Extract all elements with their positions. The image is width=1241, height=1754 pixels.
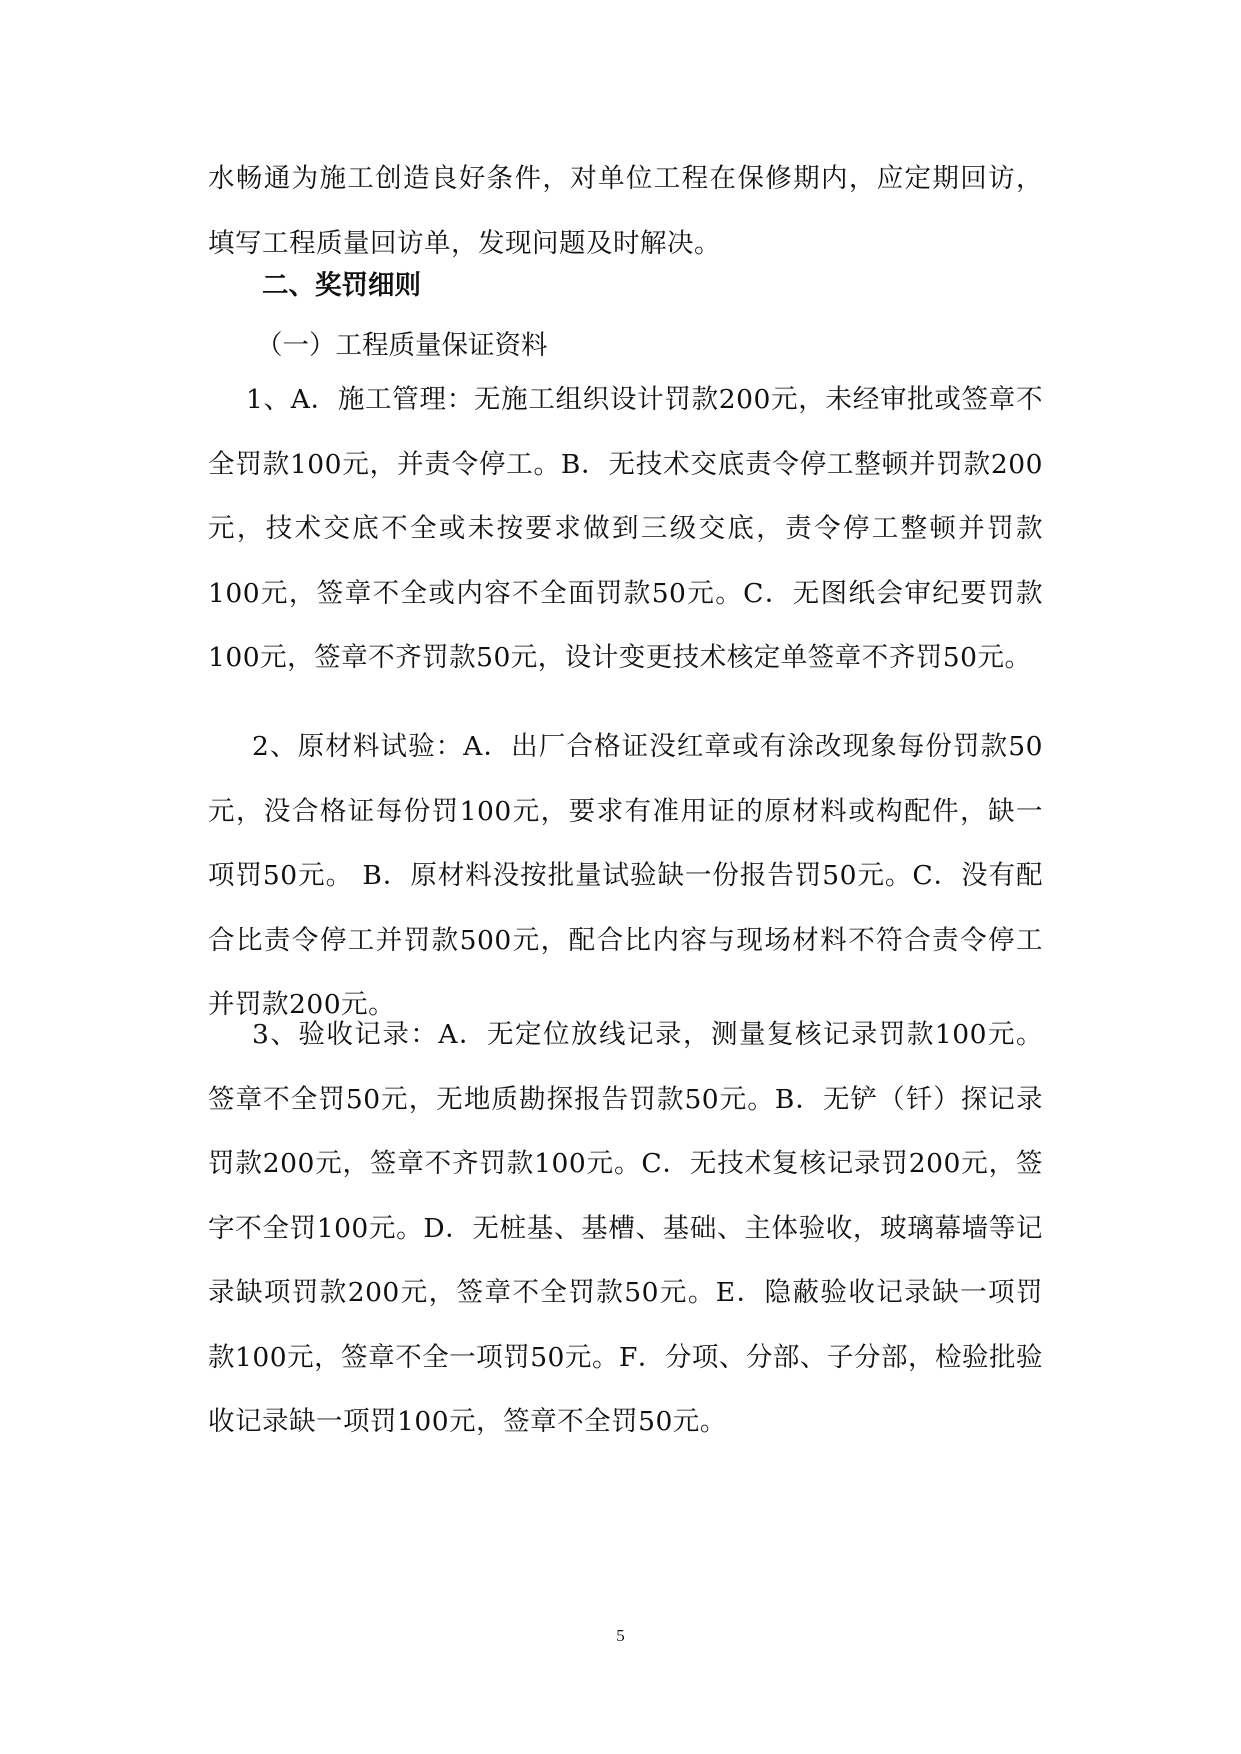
item-3-paragraph xyxy=(208,1003,1043,1455)
subsection-heading: （一）工程质量保证资料 xyxy=(256,330,548,361)
page-number: 5 xyxy=(616,1626,625,1645)
item-2-text: 2、原材料试验：A．出厂合格证没红章或有涂改现象每份罚款50元，没合格证每份罚100元，要求有准用证的原材料或构配件，缺一项罚50元。 B．原材料没按批量试验缺一份报告罚50元。C．没有配合比责令停工并罚款500元，配合比内容与现场材料不符合责令停工并罚款200元。 xyxy=(208,731,1043,1020)
item-1-text: 1、A．施工管理：无施工组织设计罚款200元，未经审批或签章不全罚款100元，并责令停工。B．无技术交底责令停工整顿并罚款200元，技术交底不全或未按要求做到三级交底，责令停工整顿并罚款100元，签章不全或内容不全面罚款50元。C．无图纸会审纪要罚款100元，签章不齐罚款50元，设计变更技术核定单签章不齐罚50元。 xyxy=(208,384,1043,673)
item-1-paragraph xyxy=(208,368,1043,691)
continuation-paragraph xyxy=(208,147,1043,276)
item-2-paragraph xyxy=(208,715,1043,1038)
section-heading: 二、奖罚细则 xyxy=(262,270,421,301)
continuation-text: 水畅通为施工创造良好条件，对单位工程在保修期内，应定期回访，填写工程质量回访单，发现问题及时解决。 xyxy=(208,163,1043,259)
item-3-text: 3、验收记录：A．无定位放线记录，测量复核记录罚款100元。签章不全罚50元，无地质勘探报告罚款50元。B．无铲（钎）探记录罚款200元，签章不齐罚款100元。C．无技术复核记录罚200元，签字不全罚100元。D．无桩基、基槽、基础、主体验收，玻璃幕墙等记录缺项罚款200元，签章不全罚款50元。E．隐蔽验收记录缺一项罚款100元，签章不全一项罚50元。F．分项、分部、子分部，检验批验收记录缺一项罚100元，签章不全罚50元。 xyxy=(208,1019,1043,1437)
